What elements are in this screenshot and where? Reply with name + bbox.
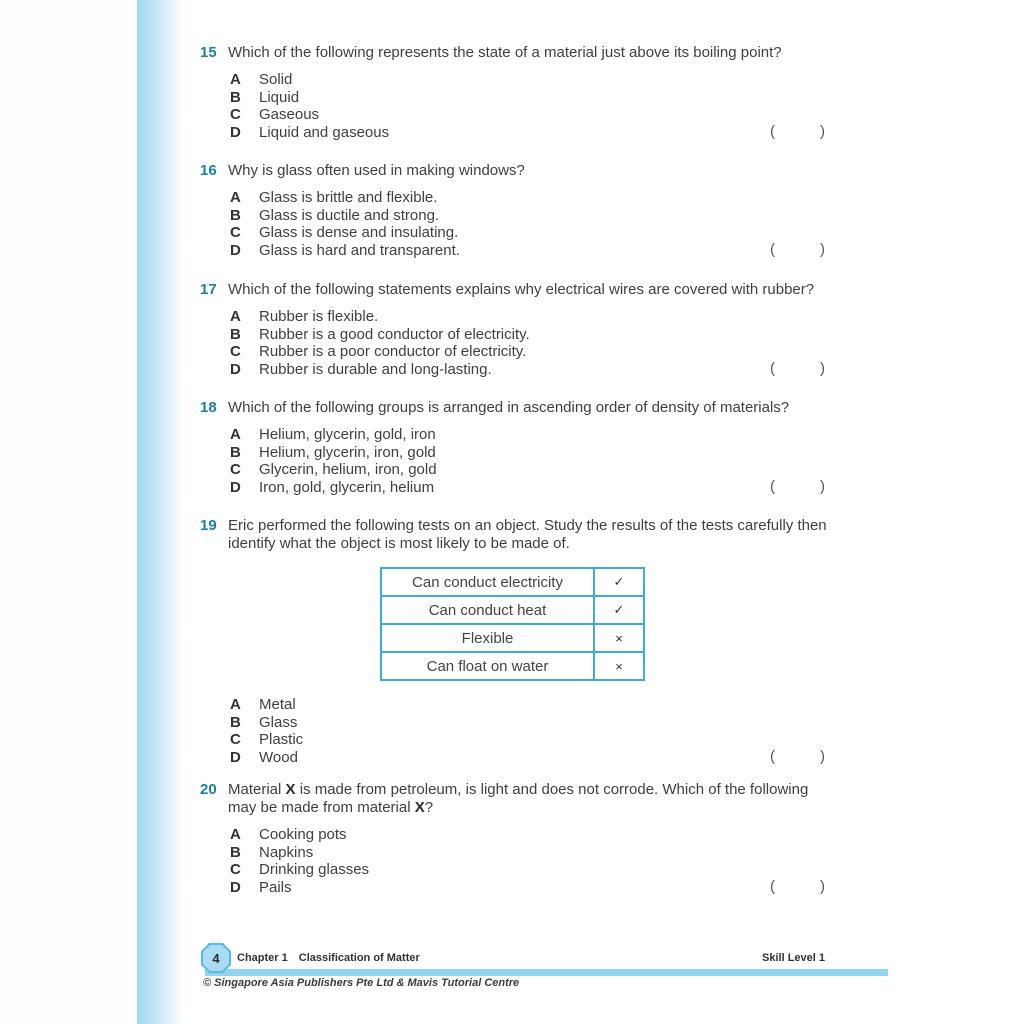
option-row — [230, 343, 828, 361]
option-letter: C — [230, 343, 241, 361]
option-letter: A — [230, 308, 241, 325]
option-row — [230, 207, 828, 225]
question-20 — [200, 781, 828, 896]
option-letter: D — [230, 241, 241, 259]
option-text: Wood — [259, 748, 298, 766]
chapter-title: Classification of Matter — [298, 952, 420, 964]
option-row — [230, 749, 828, 767]
option-row — [230, 861, 828, 879]
option-text: Pails — [259, 878, 292, 896]
option-letter: B — [230, 88, 241, 106]
option-letter: C — [230, 461, 241, 479]
option-row — [230, 696, 828, 714]
options-list — [230, 71, 828, 141]
options-list — [230, 426, 828, 496]
option-letter: D — [230, 123, 241, 141]
question-number: 19 — [200, 517, 217, 534]
chapter-label: Chapter 1 — [237, 952, 288, 964]
option-text: Rubber is durable and long-lasting. — [259, 360, 492, 378]
option-letter: B — [230, 325, 241, 343]
check-mark: ✓ — [613, 602, 625, 617]
options-list — [230, 826, 828, 896]
question-15 — [200, 44, 828, 141]
option-row — [230, 189, 828, 207]
option-row — [230, 461, 828, 479]
table-row — [382, 651, 643, 679]
option-letter: C — [230, 731, 241, 749]
option-row — [230, 426, 828, 444]
option-letter: B — [230, 843, 241, 861]
check-mark: ✓ — [613, 574, 625, 589]
option-letter: B — [230, 713, 241, 731]
table-row — [382, 595, 643, 623]
option-letter: C — [230, 224, 241, 242]
answer-brackets — [770, 123, 825, 141]
question-17 — [200, 281, 828, 378]
close-bracket: ) — [820, 477, 825, 495]
options-list — [230, 696, 828, 766]
option-letter: A — [230, 71, 241, 88]
option-row — [230, 879, 828, 897]
options-list — [230, 189, 828, 259]
question-18 — [200, 399, 828, 496]
question-number: 15 — [200, 44, 217, 61]
close-bracket: ) — [820, 122, 825, 140]
question-stem: Which of the following groups is arranged in ascending order of density of materials? — [228, 399, 790, 416]
material-x: X — [285, 781, 296, 798]
option-text: Plastic — [259, 731, 304, 749]
open-bracket: ( — [770, 877, 775, 895]
option-text: Napkins — [259, 843, 314, 861]
test-label: Can conduct electricity — [382, 569, 595, 595]
test-label: Can float on water — [382, 653, 595, 679]
test-label: Can conduct heat — [382, 597, 595, 623]
option-row — [230, 361, 828, 379]
options-list — [230, 308, 828, 378]
option-text: Glass — [259, 713, 298, 731]
option-row — [230, 89, 828, 107]
option-letter: C — [230, 106, 241, 124]
option-text: Rubber is flexible. — [259, 308, 379, 325]
material-x: X — [414, 799, 425, 816]
footer-bar — [205, 969, 888, 976]
option-text: Glass is ductile and strong. — [259, 206, 440, 224]
open-bracket: ( — [770, 477, 775, 495]
test-label: Flexible — [382, 625, 595, 651]
option-letter: D — [230, 360, 241, 378]
page-number: 4 — [212, 951, 220, 966]
option-row — [230, 224, 828, 242]
answer-brackets — [770, 878, 825, 896]
question-stem: Which of the following statements explains why electrical wires are covered with rubber? — [228, 281, 815, 298]
option-text: Rubber is a poor conductor of electricity. — [259, 343, 527, 361]
question-number: 16 — [200, 162, 217, 179]
copyright-line: © Singapore Asia Publishers Pte Ltd & Mavis Tutorial Centre — [203, 977, 520, 989]
question-number: 18 — [200, 399, 217, 416]
option-text: Cooking pots — [259, 826, 347, 843]
option-text: Rubber is a good conductor of electricity. — [259, 325, 530, 343]
open-bracket: ( — [770, 122, 775, 140]
option-text: Iron, gold, glycerin, helium — [259, 478, 435, 496]
option-text: Helium, glycerin, iron, gold — [259, 443, 436, 461]
option-row — [230, 326, 828, 344]
answer-brackets — [770, 748, 825, 766]
question-stem: Which of the following represents the state of a material just above its boiling point? — [228, 44, 782, 61]
stem-text: ? — [424, 799, 434, 816]
close-bracket: ) — [820, 747, 825, 765]
question-stem: Why is glass often used in making windows? — [228, 162, 525, 179]
option-row — [230, 826, 828, 844]
question-19 — [200, 517, 828, 766]
option-letter: B — [230, 443, 241, 461]
answer-brackets — [770, 241, 825, 259]
question-stem — [228, 781, 828, 817]
option-text: Glycerin, helium, iron, gold — [259, 461, 437, 479]
option-letter: B — [230, 206, 241, 224]
question-number: 20 — [200, 781, 217, 798]
option-letter: D — [230, 748, 241, 766]
option-text: Helium, glycerin, gold, iron — [259, 426, 436, 443]
left-accent-stripe — [137, 0, 183, 1024]
option-letter: A — [230, 696, 241, 713]
table-row — [382, 569, 643, 595]
answer-brackets — [770, 360, 825, 378]
stem-text: Material — [228, 781, 286, 798]
cross-mark: × — [615, 658, 623, 674]
answer-brackets — [770, 478, 825, 496]
option-row — [230, 71, 828, 89]
option-text: Gaseous — [259, 106, 320, 124]
footer-chapter — [237, 952, 420, 964]
close-bracket: ) — [820, 877, 825, 895]
cross-mark: × — [615, 630, 623, 646]
test-results-table — [380, 567, 645, 681]
open-bracket: ( — [770, 240, 775, 258]
option-letter: C — [230, 861, 241, 879]
option-letter: A — [230, 426, 241, 443]
option-text: Glass is dense and insulating. — [259, 224, 459, 242]
close-bracket: ) — [820, 240, 825, 258]
option-letter: D — [230, 878, 241, 896]
option-row — [230, 106, 828, 124]
stem-text: is made from petroleum, is light and does not corrode. Which of the following may be made from material — [228, 781, 809, 816]
option-row — [230, 714, 828, 732]
option-text: Liquid and gaseous — [259, 123, 390, 141]
question-number: 17 — [200, 281, 217, 298]
question-stem: Eric performed the following tests on an object. Study the results of the tests carefully then identify what the object is most likely to be made of. — [228, 517, 827, 552]
open-bracket: ( — [770, 359, 775, 377]
option-text: Liquid — [259, 88, 300, 106]
option-text: Glass is brittle and flexible. — [259, 189, 438, 206]
option-row — [230, 444, 828, 462]
option-row — [230, 308, 828, 326]
option-row — [230, 124, 828, 142]
option-text: Metal — [259, 696, 296, 713]
table-row — [382, 623, 643, 651]
close-bracket: ) — [820, 359, 825, 377]
open-bracket: ( — [770, 747, 775, 765]
option-row — [230, 242, 828, 260]
question-16 — [200, 162, 828, 259]
option-text: Glass is hard and transparent. — [259, 241, 460, 259]
skill-level-label: Skill Level 1 — [762, 952, 825, 964]
option-letter: A — [230, 189, 241, 206]
option-letter: A — [230, 826, 241, 843]
option-letter: D — [230, 478, 241, 496]
option-text: Drinking glasses — [259, 861, 370, 879]
option-text: Solid — [259, 71, 293, 88]
option-row — [230, 731, 828, 749]
option-row — [230, 844, 828, 862]
option-row — [230, 479, 828, 497]
page-number-badge — [201, 943, 231, 973]
